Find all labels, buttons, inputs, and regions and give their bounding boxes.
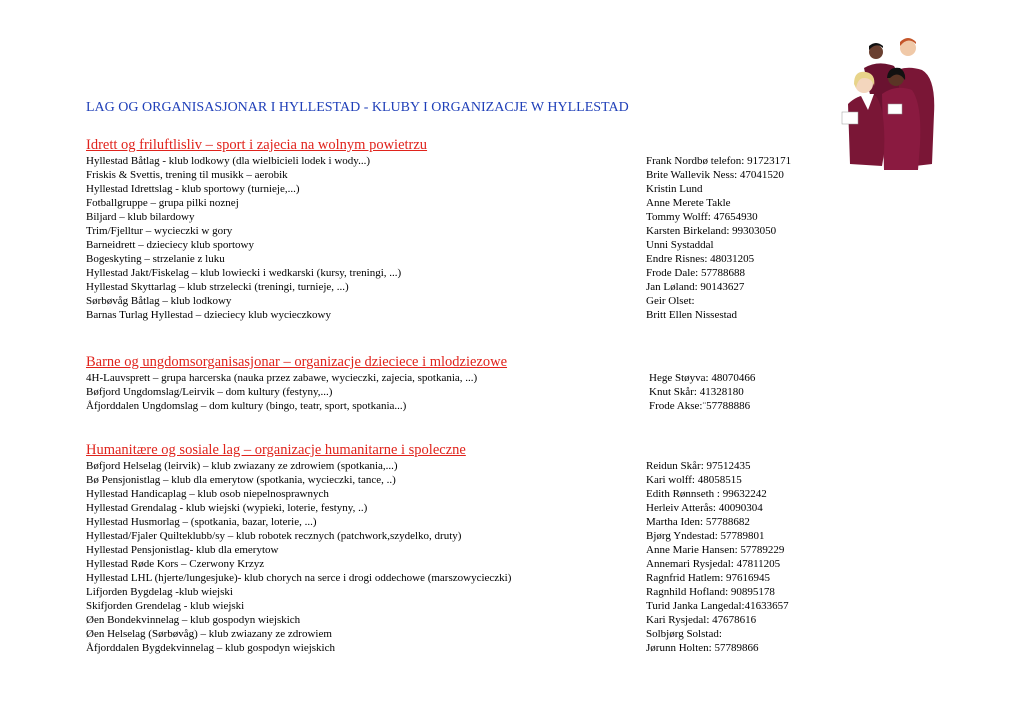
contact: Anne Marie Hansen: 57789229 xyxy=(646,544,785,556)
contact: Geir Olset: xyxy=(646,295,695,307)
list-item xyxy=(86,613,846,627)
list-item xyxy=(86,210,846,224)
org-name: 4H-Lauvsprett – grupa harcerska (nauka przez zabawe, wycieczki, zajecia, spotkania, ...) xyxy=(86,372,478,384)
contact: Jan Løland: 90143627 xyxy=(646,281,745,293)
org-name: Biljard – klub bilardowy xyxy=(86,211,195,223)
list-item xyxy=(86,543,846,557)
contact: Solbjørg Solstad: xyxy=(646,628,722,640)
org-name: Bøfjord Helselag (leirvik) – klub zwiazany ze zdrowiem (spotkania,...) xyxy=(86,460,398,472)
section-heading: Idrett og friluftlisliv – sport i zajecia na wolnym powietrzu xyxy=(86,137,428,153)
list-item xyxy=(86,515,846,529)
contact: Kari Rysjedal: 47678616 xyxy=(646,614,757,626)
section-rows xyxy=(86,459,846,655)
list-item xyxy=(86,154,846,168)
list-item xyxy=(86,238,846,252)
list-item xyxy=(86,168,846,182)
list-item xyxy=(86,385,846,399)
list-item xyxy=(86,308,846,322)
contact: Reidun Skår: 97512435 xyxy=(646,460,751,472)
org-name: Åfjorddalen Ungdomslag – dom kultury (bingo, teatr, sport, spotkania...) xyxy=(86,400,407,412)
contact: Kristin Lund xyxy=(646,183,703,195)
list-item xyxy=(86,182,846,196)
contact: Britt Ellen Nissestad xyxy=(646,309,738,321)
contact: Herleiv Atterås: 40090304 xyxy=(646,502,763,514)
org-name: Friskis & Svettis, trening til musikk – aerobik xyxy=(86,169,288,181)
list-item xyxy=(86,399,846,413)
org-name: Skifjorden Grendelag - klub wiejski xyxy=(86,600,245,612)
list-item xyxy=(86,224,846,238)
list-item xyxy=(86,599,846,613)
document-title: LAG OG ORGANISASJONAR I HYLLESTAD - KLUBY I ORGANIZACJE W HYLLESTAD xyxy=(86,100,629,115)
list-item xyxy=(86,641,846,655)
org-name: Barnas Turlag Hyllestad – dzieciecy klub wycieczkowy xyxy=(86,309,331,321)
list-item xyxy=(86,501,846,515)
list-item xyxy=(86,196,846,210)
org-name: Hyllestad Handicaplag – klub osob niepelnosprawnych xyxy=(86,488,329,500)
org-name: Hyllestad Pensjonistlag- klub dla emerytow xyxy=(86,544,279,556)
section-humanitarian xyxy=(86,441,846,655)
contact: Ragnhild Hofland: 90895178 xyxy=(646,586,775,598)
org-name: Sørbøvåg Båtlag – klub lodkowy xyxy=(86,295,232,307)
org-name: Bøfjord Ungdomslag/Leirvik – dom kultury (festyny,...) xyxy=(86,386,333,398)
contact: Unni Systaddal xyxy=(646,239,714,251)
org-name: Hyllestad Skyttarlag – klub strzelecki (treningi, turnieje, ...) xyxy=(86,281,349,293)
contact: Ragnfrid Hatlem: 97616945 xyxy=(646,572,771,584)
section-rows xyxy=(86,371,846,413)
list-item xyxy=(86,459,846,473)
contact: Knut Skår: 41328180 xyxy=(649,386,744,398)
contact: Frode Akse:¨57788886 xyxy=(649,400,751,412)
contact: Annemari Rysjedal: 47811205 xyxy=(646,558,781,570)
org-name: Øen Bondekvinnelag – klub gospodyn wiejskich xyxy=(86,614,301,626)
contact: Edith Rønnseth : 99632242 xyxy=(646,488,767,500)
contact: Frode Dale: 57788688 xyxy=(646,267,745,279)
contact: Endre Risnes: 48031205 xyxy=(646,253,755,265)
list-item xyxy=(86,529,846,543)
contact: Jørunn Holten: 57789866 xyxy=(646,642,759,654)
contact: Turid Janka Langedal:41633657 xyxy=(646,600,789,612)
list-item xyxy=(86,294,846,308)
contact: Tommy Wolff: 47654930 xyxy=(646,211,758,223)
list-item xyxy=(86,585,846,599)
org-name: Hyllestad Idrettslag - klub sportowy (turnieje,...) xyxy=(86,183,300,195)
org-name: Hyllestad/Fjaler Quilteklubb/sy – klub robotek recznych (patchwork,szydelko, druty) xyxy=(86,530,462,542)
list-item xyxy=(86,557,846,571)
org-name: Trim/Fjelltur – wycieczki w gory xyxy=(86,225,233,237)
list-item xyxy=(86,487,846,501)
list-item xyxy=(86,571,846,585)
section-sport xyxy=(86,136,846,322)
list-item xyxy=(86,371,846,385)
org-name: Hyllestad Husmorlag – (spotkania, bazar, loterie, ...) xyxy=(86,516,317,528)
contact: Kari wolff: 48058515 xyxy=(646,474,742,486)
section-heading: Humanitære og sosiale lag – organizacje humanitarne i spoleczne xyxy=(86,442,466,458)
org-name: Bogeskyting – strzelanie z luku xyxy=(86,253,225,265)
section-rows xyxy=(86,154,846,322)
list-item xyxy=(86,252,846,266)
section-youth xyxy=(86,353,846,413)
org-name: Fotballgruppe – grupa pilki noznej xyxy=(86,197,239,209)
org-name: Bø Pensjonistlag – klub dla emerytow (spotkania, wycieczki, tance, ..) xyxy=(86,474,396,486)
list-item xyxy=(86,266,846,280)
contact: Martha Iden: 57788682 xyxy=(646,516,750,528)
choir-singers-icon xyxy=(838,34,938,172)
contact: Frank Nordbø telefon: 91723171 xyxy=(646,155,792,167)
contact: Karsten Birkeland: 99303050 xyxy=(646,225,777,237)
org-name: Åfjorddalen Bygdekvinnelag – klub gospodyn wiejskich xyxy=(86,642,335,654)
org-name: Øen Helselag (Sørbøvåg) – klub zwiazany ze zdrowiem xyxy=(86,628,332,640)
list-item xyxy=(86,473,846,487)
org-name: Lifjorden Bygdelag -klub wiejski xyxy=(86,586,233,598)
list-item xyxy=(86,627,846,641)
org-name: Hyllestad Røde Kors – Czerwony Krzyz xyxy=(86,558,265,570)
org-name: Hyllestad Jakt/Fiskelag – klub lowiecki i wedkarski (kursy, treningi, ...) xyxy=(86,267,402,279)
org-name: Barneidrett – dzieciecy klub sportowy xyxy=(86,239,255,251)
org-name: Hyllestad LHL (hjerte/lungesjuke)- klub chorych na serce i drogi oddechowe (marszowycieczki) xyxy=(86,572,512,584)
contact: Anne Merete Takle xyxy=(646,197,731,209)
org-name: Hyllestad Båtlag - klub lodkowy (dla wielbicieli lodek i wody...) xyxy=(86,155,371,167)
contact: Hege Støyva: 48070466 xyxy=(649,372,756,384)
list-item xyxy=(86,280,846,294)
org-name: Hyllestad Grendalag - klub wiejski (wypieki, loterie, festyny, ..) xyxy=(86,502,368,514)
contact: Brite Wallevik Ness: 47041520 xyxy=(646,169,784,181)
section-heading: Barne og ungdomsorganisasjonar – organizacje dzieciece i mlodziezowe xyxy=(86,354,508,370)
contact: Bjørg Yndestad: 57789801 xyxy=(646,530,765,542)
